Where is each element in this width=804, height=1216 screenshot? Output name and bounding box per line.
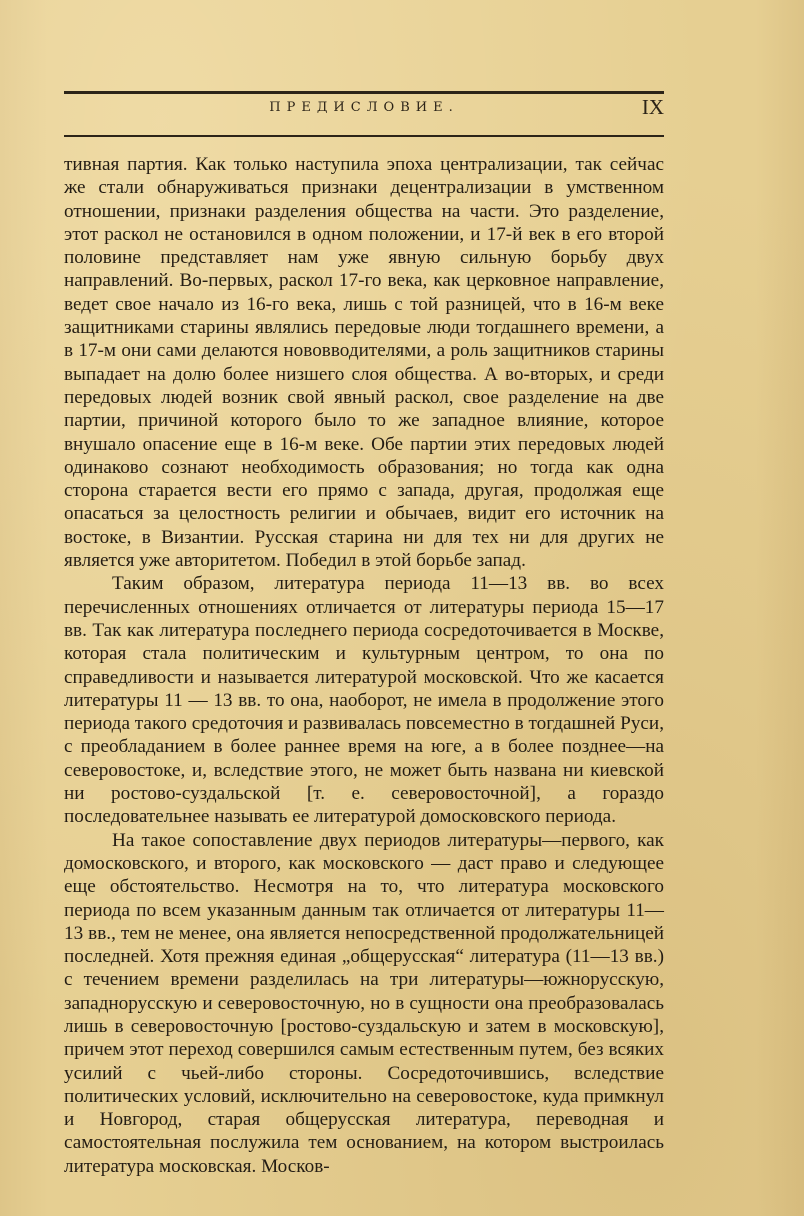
paragraph: На такое сопоставление двух периодов литературы—первого, как домосковского, и второго, как московского — даст право и следующее еще обстоятельство. Несмотря на то, что литература московского периода по всем указанным данным так отличается от литературы 11—13 вв., тем не менее, она является непосредственной продолжательницей последней. Хотя прежняя единая „общерусская“ литература (11—13 вв.) с течением времени разделилась на три литературы—южнорусскую, западнорусскую и северовосточную, но в сущности она преобразовалась лишь в северовосточную [ростово-суздальскую и затем в московскую], причем этот переход совершился самым естественным путем, без всяких усилий с чьей-либо стороны. Сосредоточившись, вследствие политических условий, исключительно на северовостоке, куда примкнул и Новгород, старая общерусская литература, переводная и самостоятельная послужила тем основанием, на котором выстроилась литература московская. Москов- bbox=[64, 829, 664, 1177]
header-rule-bottom bbox=[64, 135, 664, 137]
header-rule-top bbox=[64, 91, 664, 94]
paragraph: Таким образом, литература периода 11—13 вв. во всех перечисленных отношениях отличается от литературы периода 15—17 вв. Так как литература последнего периода сосредоточивается в Москве, которая стала политическим и культурным центром, то она по справедливости и называется литературой московской. Что же касается литературы 11 — 13 вв. то она, наоборот, не имела в продолжение этого периода такого средоточия и развивалась повсеместно в тогдашней Руси, с преобладанием в более раннее время на юге, а в более позднее—на северовостоке, и, вследствие этого, не может быть названа ни киевской ни ростово-суздальской [т. е. северовосточной], а гораздо последовательнее называть ее литературой домосковского периода. bbox=[64, 573, 664, 828]
running-header-title: ПРЕДИСЛОВИЕ. bbox=[269, 100, 459, 115]
body-text bbox=[64, 153, 664, 1178]
paragraph-continued: тивная партия. Как только наступила эпоха централизации, так сейчас же стали обнаруживаться признаки децентрализации в умственном отношении, признаки разделения общества на части. Это разделение, этот раскол не остановился в одном положении, и 17-й век в его второй половине представляет нам уже явную сильную борьбу двух направлений. Во-первых, раскол 17-го века, как церковное направление, ведет свое начало из 16-го века, лишь с той разницей, что в 16-м веке защитниками старины являлись передовые люди тогдашнего времени, а в 17-м они сами делаются нововводителями, а роль защитников старины выпадает на долю более низшего слоя общества. А во-вторых, и среди передовых людей возник свой явный раскол, свое разделение на две партии, причиной которого было то же западное влияние, которое внушало опасение еще в 16-м веке. Обе партии этих передовых людей одинаково сознают необходимость образования; но тогда как одна сторона старается вести его прямо с запада, другая, продолжая еще опасаться за целостность религии и обычаев, видит его источник на востоке, в Византии. Русская старина ни для тех ни для других не является уже авторитетом. Победил в этой борьбе запад. bbox=[64, 154, 664, 572]
page-number: IX bbox=[641, 95, 664, 119]
